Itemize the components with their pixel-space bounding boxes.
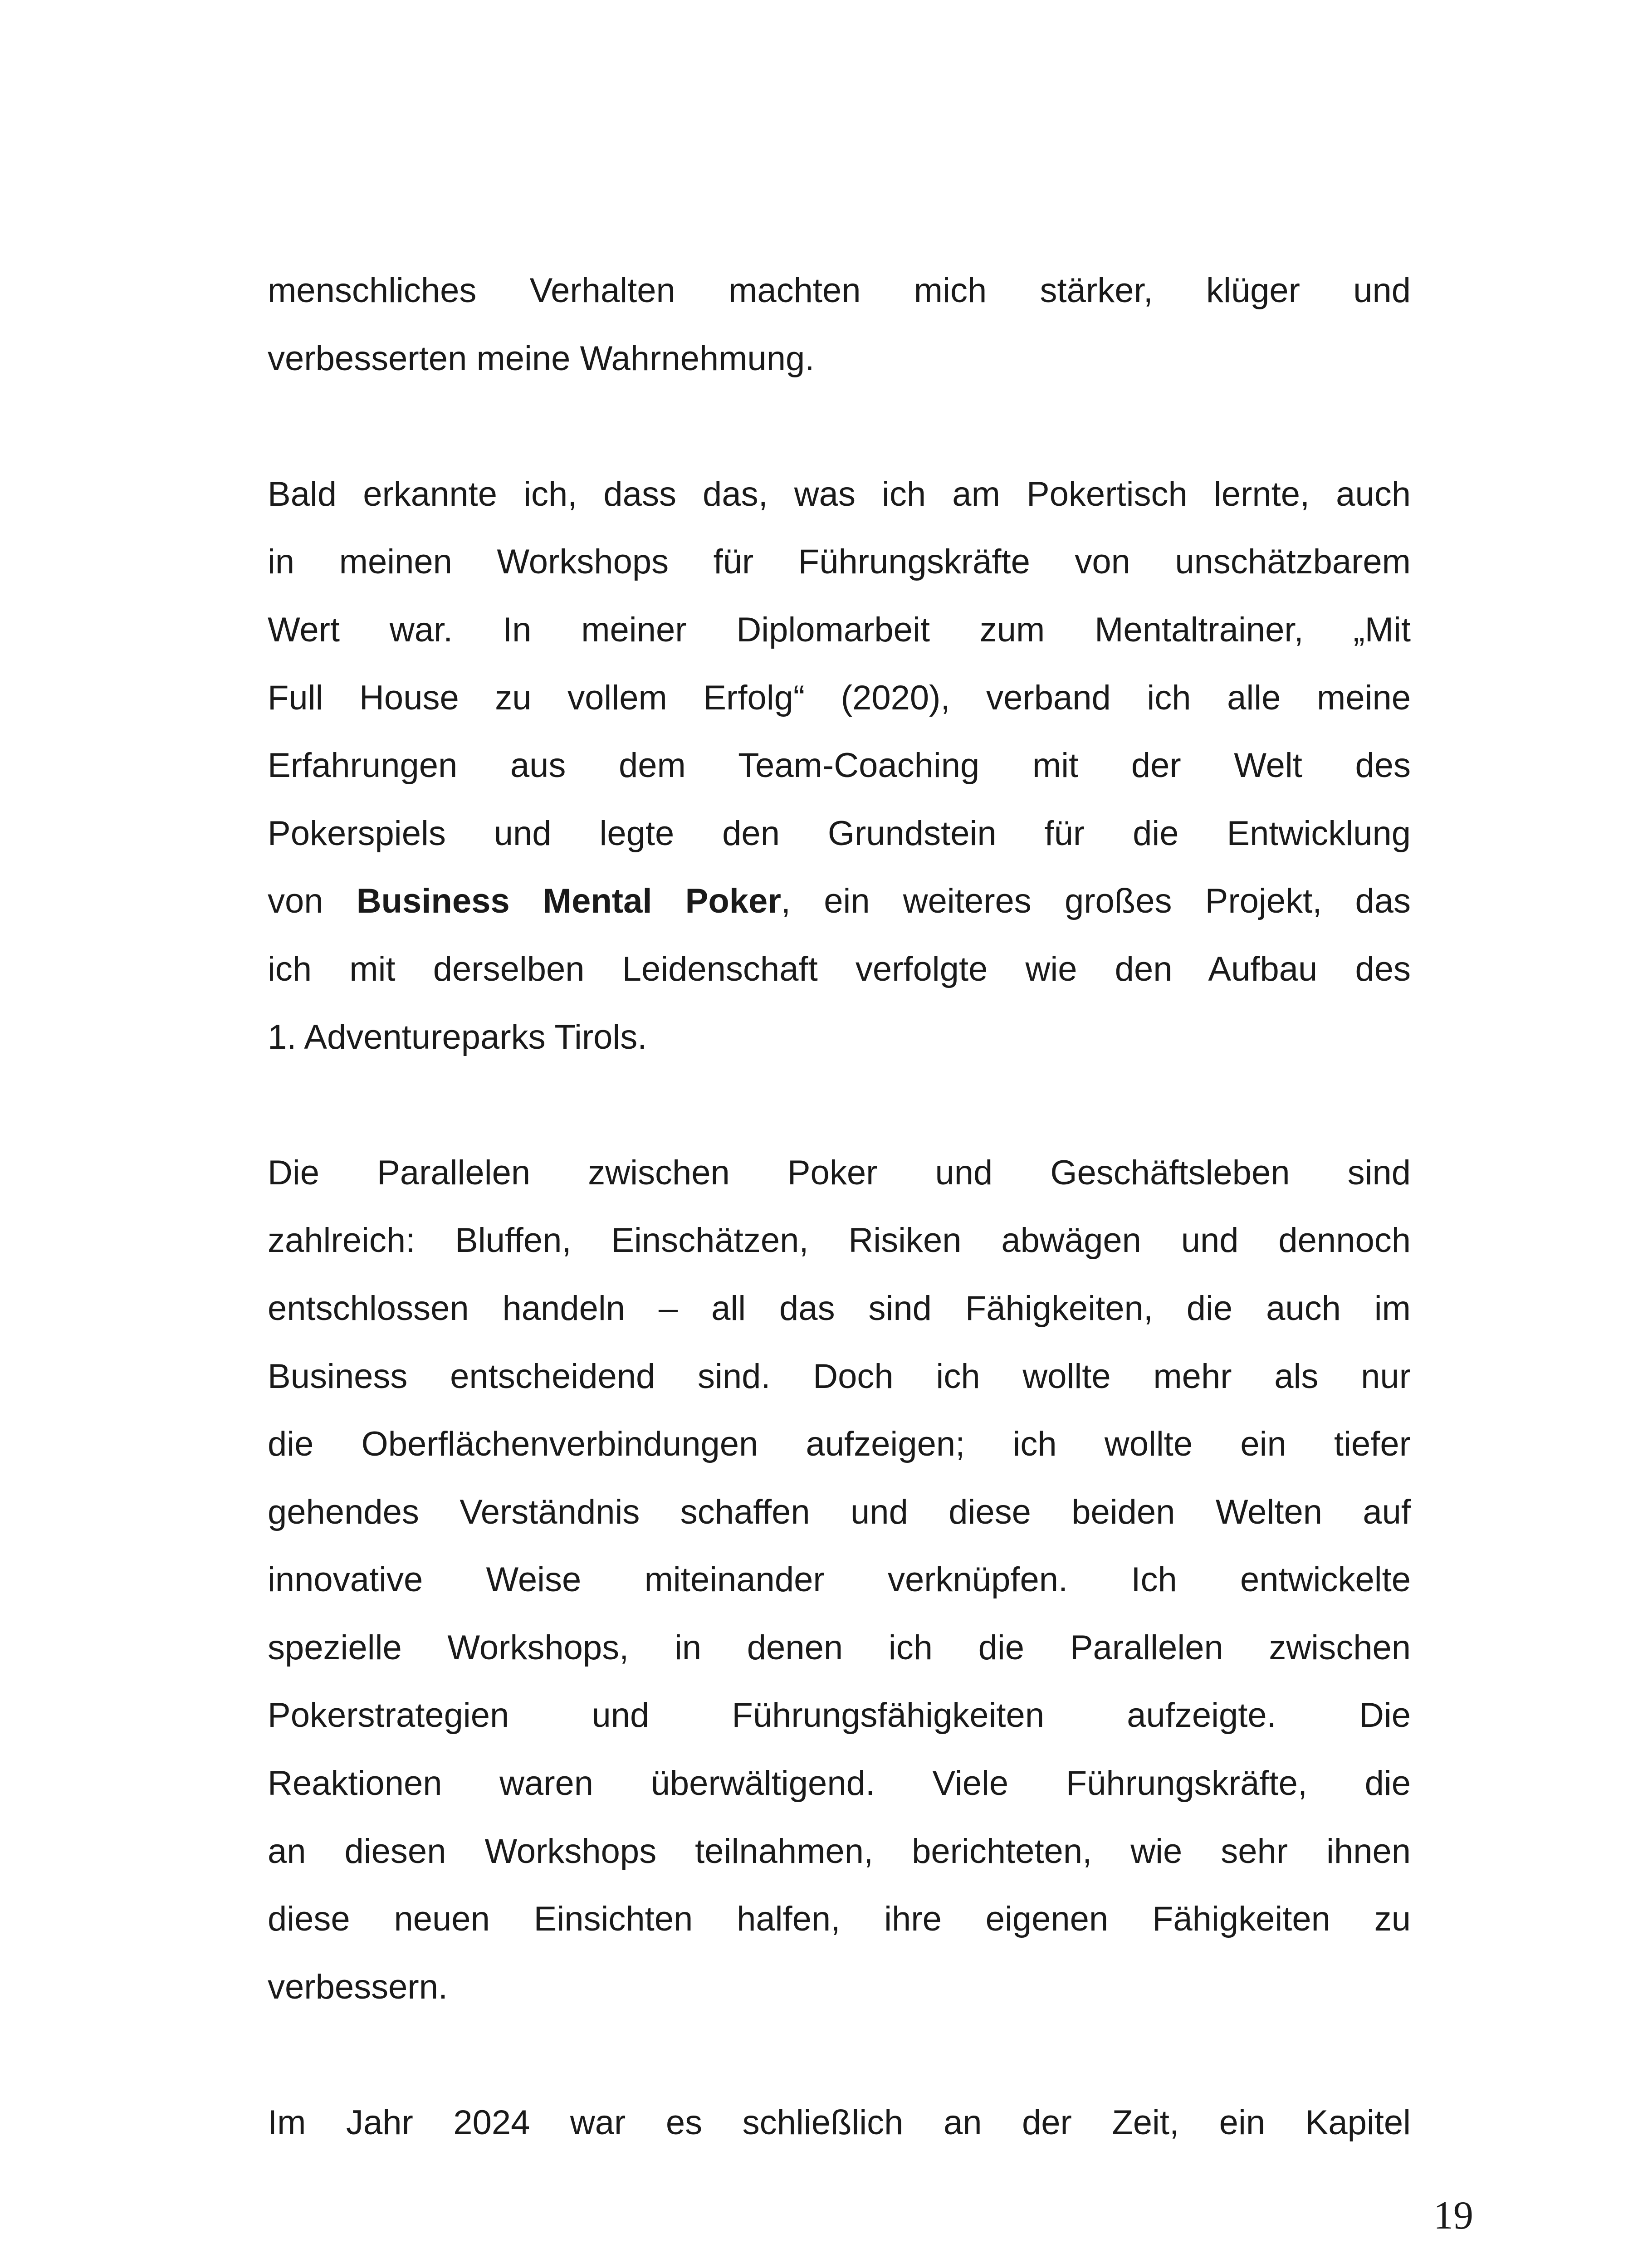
text-line: Pokerspiels und legte den Grundstein für die Entwicklung: [268, 814, 1411, 853]
text-line: gehendes Verständnis schaffen und diese beiden Welten auf: [268, 1492, 1411, 1531]
text-line: verbessern.: [268, 1967, 448, 2006]
text-line: in meinen Workshops für Führungskräfte von unschätzbarem: [268, 543, 1411, 582]
page-number: 19: [1433, 2194, 1473, 2238]
text-line: Im Jahr 2024 war es schließlich an der Zeit, ein Kapitel: [268, 2103, 1411, 2142]
text-line: [268, 867, 1411, 935]
text-line: diese neuen Einsichten halfen, ihre eigenen Fähigkeiten zu: [268, 1900, 1411, 1939]
text-segment: , ein weiteres großes Projekt, das: [781, 882, 1411, 921]
bold-term: Business Mental Poker: [356, 882, 781, 921]
text-line: Reaktionen waren überwältigend. Viele Führungskräfte, die: [268, 1764, 1411, 1803]
text-line: zahlreich: Bluffen, Einschätzen, Risiken abwägen und dennoch: [268, 1221, 1411, 1260]
text-line: Erfahrungen aus dem Team-Coaching mit der Welt des: [268, 746, 1411, 785]
text-line: verbesserten meine Wahrnehmung.: [268, 339, 815, 378]
text-line: an diesen Workshops teilnahmen, berichteten, wie sehr ihnen: [268, 1832, 1411, 1871]
text-line: spezielle Workshops, in denen ich die Parallelen zwischen: [268, 1628, 1411, 1667]
text-line: die Oberflächenverbindungen aufzeigen; ich wollte ein tiefer: [268, 1425, 1411, 1464]
paragraph: [268, 257, 1411, 392]
paragraph: [268, 2089, 1411, 2157]
body-text: [268, 0, 1411, 2157]
text-line: entschlossen handeln – all das sind Fähigkeiten, die auch im: [268, 1289, 1411, 1328]
text-line: 1. Adventureparks Tirols.: [268, 1017, 647, 1056]
text-line: Business entscheidend sind. Doch ich wollte mehr als nur: [268, 1357, 1411, 1396]
text-line: Pokerstrategien und Führungsfähigkeiten aufzeigte. Die: [268, 1696, 1411, 1735]
text-line: menschliches Verhalten machten mich stärker, klüger und: [268, 271, 1411, 310]
text-line: Wert war. In meiner Diplomarbeit zum Mentaltrainer, „Mit: [268, 610, 1411, 649]
text-line: Die Parallelen zwischen Poker und Geschäftsleben sind: [268, 1153, 1411, 1192]
text-line: innovative Weise miteinander verknüpfen. Ich entwickelte: [268, 1560, 1411, 1599]
text-line: Full House zu vollem Erfolg“ (2020), verband ich alle meine: [268, 678, 1411, 717]
text-line: ich mit derselben Leidenschaft verfolgte wie den Aufbau des: [268, 949, 1411, 988]
paragraph: [268, 1139, 1411, 2021]
text-segment: von: [268, 882, 357, 921]
paragraph: [268, 460, 1411, 1071]
text-line: Bald erkannte ich, dass das, was ich am Pokertisch lernte, auch: [268, 474, 1411, 513]
